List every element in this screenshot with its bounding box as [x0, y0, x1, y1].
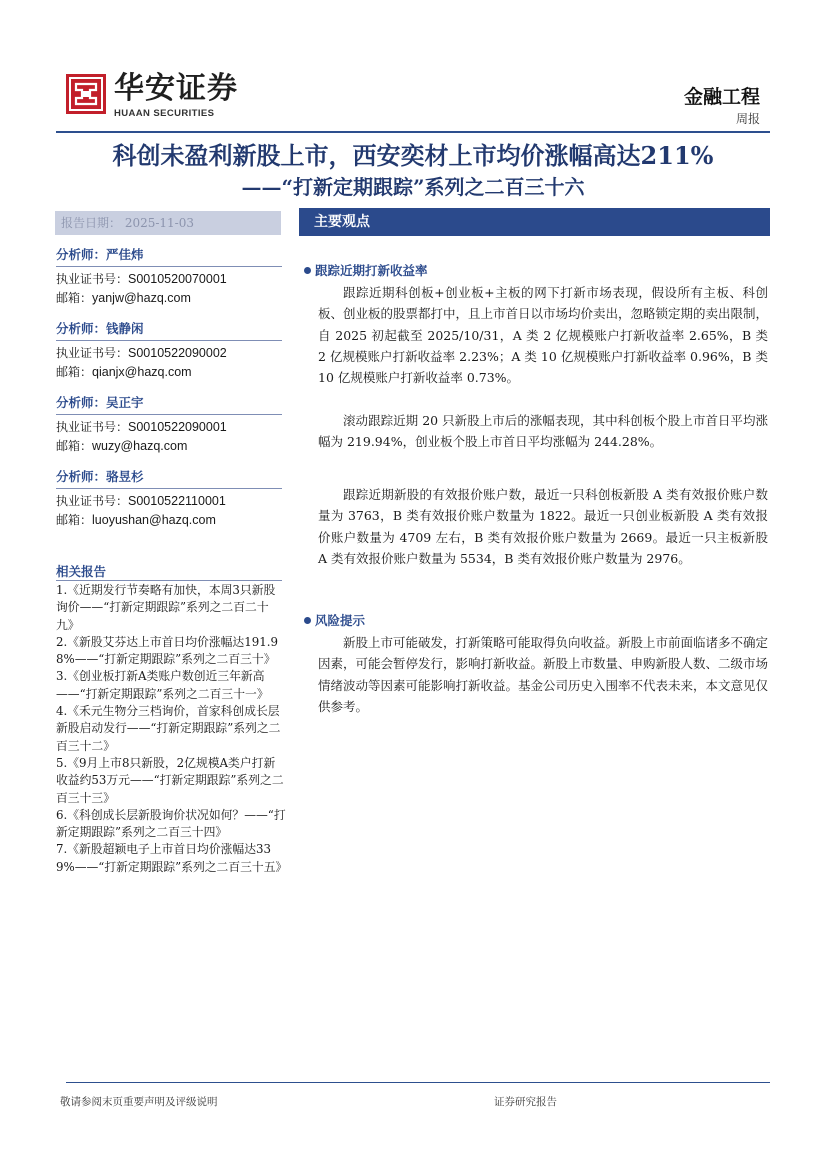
main-points-heading: 主要观点	[314, 214, 370, 230]
related-reports-divider	[56, 580, 282, 581]
analyst-name: 分析师：吴正宇	[56, 395, 144, 410]
analyst-divider	[56, 266, 282, 267]
logo-seal-icon	[66, 74, 106, 114]
analyst-cert: 执业证书号：S0010522110001	[56, 494, 226, 508]
section-paragraph: 滚动跟踪近期 20 只新股上市后的涨幅表现，其中科创板个股上市首日平均涨幅为 219.94%，创业板个股上市首日平均涨幅为 244.28%。	[318, 413, 768, 450]
footer-divider	[66, 1082, 770, 1083]
analyst-card	[56, 320, 282, 382]
analyst-divider	[56, 414, 282, 415]
analyst-cert: 执业证书号：S0010520070001	[56, 272, 227, 286]
footer-disclaimer: 敬请参阅末页重要声明及评级说明	[60, 1096, 218, 1108]
related-report-item[interactable]: 5.《9月上市8只新股，2亿规模A类户打新收益约53万元——“打新定期跟踪”系列之二百三十三》	[56, 755, 284, 805]
analyst-email: 邮箱：wuzy@hazq.com	[56, 439, 188, 453]
page-title: 科创未盈利新股上市，西安奕材上市均价涨幅高达211%	[112, 141, 714, 170]
related-reports-heading: 相关报告	[56, 564, 107, 579]
related-report-item[interactable]: 4.《禾元生物分三档询价，首家科创成长层新股启动发行——“打新定期跟踪”系列之二百三十二》	[56, 704, 281, 753]
section-heading-risk: 风险提示	[304, 612, 365, 630]
related-report-item[interactable]: 1.《近期发行节奏略有加快，本周3只新股询价——“打新定期跟踪”系列之二百二十九》	[56, 583, 276, 632]
report-date: 报告日期： 2025-11-03	[55, 211, 281, 235]
section-paragraph: 跟踪近期新股的有效报价账户数，最近一只科创板新股 A 类有效报价账户数量为 3763，B 类有效报价账户数量为 1822。最近一只创业板新股 A 类有效报价账户数量为 4709 左右，B 类有效报价账户数量为 2669。最近一只主板新股 A 类有效报价账户数量为 5534，B 类有效报价账户数量为 2976。	[318, 487, 768, 566]
related-report-item[interactable]: 6.《科创成长层新股询价状况如何？——“打新定期跟踪”系列之二百三十四》	[56, 807, 286, 840]
analyst-name: 分析师：钱静闲	[56, 321, 144, 336]
bullet-icon	[304, 267, 311, 274]
analyst-card	[56, 246, 282, 308]
header-divider	[56, 131, 770, 133]
related-report-item[interactable]: 7.《新股超颖电子上市首日均价涨幅达339%——“打新定期跟踪”系列之二百三十五》	[56, 842, 288, 874]
footer-report-label: 证券研究报告	[494, 1096, 557, 1108]
analyst-name: 分析师：严佳炜	[56, 247, 144, 262]
page-subtitle: ——“打新定期跟踪”系列之二百三十六	[241, 175, 585, 199]
analyst-divider	[56, 488, 282, 489]
section-paragraph: 跟踪近期科创板+创业板+主板的网下打新市场表现，假设所有主板、科创板、创业板的股票都打中，且上市首日以市场均价卖出，忽略锁定期的卖出限制，自 2025 初起截至 2025/10/31，A 类 2 亿规模账户打新收益率 2.65%，B 类 2 亿规模账户打新收益率 2.23%；A 类 10 亿规模账户打新收益率 0.96%，B 类 10 亿规模账户打新收益率 0.73%。	[318, 285, 769, 386]
analyst-email: 邮箱：qianjx@hazq.com	[56, 365, 192, 379]
analyst-card	[56, 468, 282, 530]
analyst-card	[56, 394, 282, 456]
report-type: 周报	[735, 112, 760, 126]
bullet-icon	[304, 617, 311, 624]
analyst-name: 分析师：骆昱杉	[56, 469, 144, 484]
analyst-email: 邮箱：yanjw@hazq.com	[56, 291, 191, 305]
logo-text: 华安证券	[114, 71, 238, 106]
section-heading-returns: 跟踪近期打新收益率	[304, 262, 428, 280]
related-report-item[interactable]: 3.《创业板打新A类账户数创近三年新高——“打新定期跟踪”系列之二百三十一》	[56, 669, 269, 701]
related-reports-list	[56, 582, 286, 876]
analyst-divider	[56, 340, 282, 341]
related-report-item[interactable]: 2.《新股艾芬达上市首日均价涨幅达191.98%——“打新定期跟踪”系列之二百三十》	[56, 634, 278, 667]
report-category: 金融工程	[683, 86, 760, 108]
section-paragraph: 新股上市可能破发，打新策略可能取得负向收益。新股上市前面临诸多不确定因素，可能会暂停发行，影响打新收益。新股上市数量、申购新股人数、二级市场情绪波动等因素可能影响打新收益。基金公司历史入围率不代表未来，本文意见仅供参考。	[318, 635, 769, 714]
analyst-cert: 执业证书号：S0010522090001	[56, 420, 227, 434]
logo-english-text: HUAAN SECURITIES	[114, 108, 215, 119]
analyst-cert: 执业证书号：S0010522090002	[56, 346, 227, 360]
analyst-email: 邮箱：luoyushan@hazq.com	[56, 513, 216, 527]
